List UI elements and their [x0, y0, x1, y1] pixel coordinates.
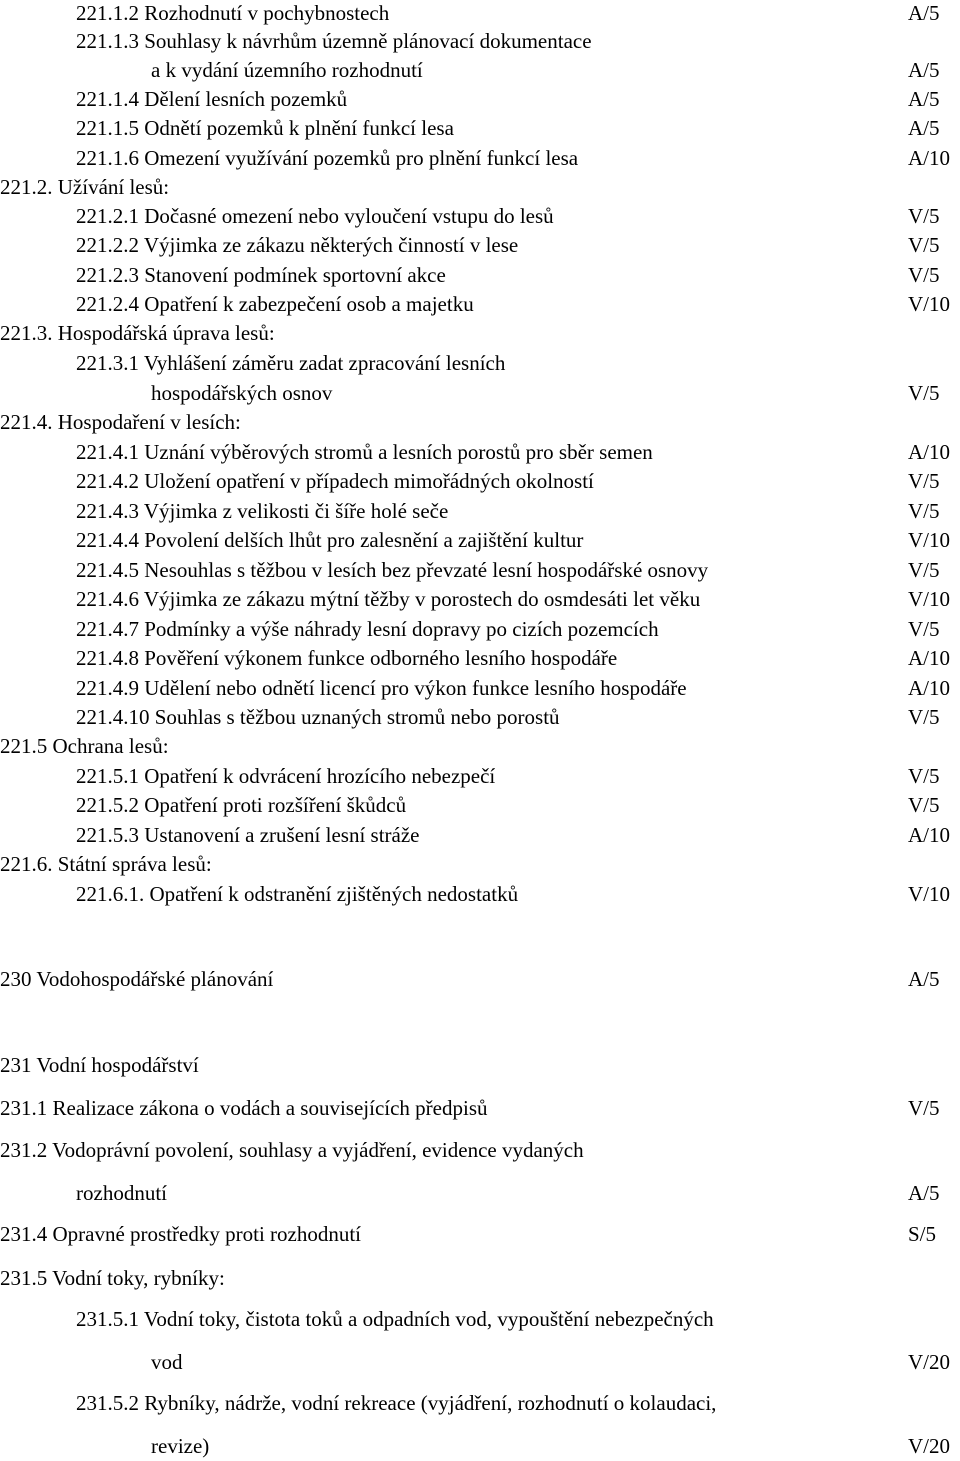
retention-code: V/5	[908, 263, 940, 287]
line-text: 221.4.1 Uznání výběrových stromů a lesních porostů pro sběr semen	[76, 440, 653, 464]
line-text: 221.1.4 Dělení lesních pozemků	[76, 87, 348, 111]
document-line	[0, 557, 960, 583]
line-text: 221.4.9 Udělení nebo odnětí licencí pro výkon funkce lesního hospodáře	[76, 676, 687, 700]
retention-code: V/5	[908, 469, 940, 493]
document-line	[0, 763, 960, 789]
line-text: 221.2.3 Stanovení podmínek sportovní akce	[76, 263, 446, 287]
document-line	[0, 28, 960, 54]
document-line	[0, 1433, 960, 1459]
document-line	[0, 291, 960, 317]
retention-code: A/5	[908, 967, 940, 991]
line-text: 221.4.7 Podmínky a výše náhrady lesní dopravy po cizích pozemcích	[76, 617, 659, 641]
retention-code: A/10	[908, 823, 950, 847]
document-line	[0, 645, 960, 671]
line-text: 221.4.2 Uložení opatření v případech mimořádných okolností	[76, 469, 594, 493]
retention-code: V/5	[908, 558, 940, 582]
document-line	[0, 320, 960, 346]
line-text: 231.5.2 Rybníky, nádrže, vodní rekreace (vyjádření, rozhodnutí o kolaudaci,	[76, 1391, 717, 1415]
retention-code: A/10	[908, 676, 950, 700]
retention-code: A/10	[908, 146, 950, 170]
line-text: 221.2. Užívání lesů:	[0, 175, 170, 199]
retention-code: A/5	[908, 58, 940, 82]
line-text: 221.5.1 Opatření k odvrácení hrozícího nebezpečí	[76, 764, 496, 788]
retention-code: V/10	[908, 587, 950, 611]
line-text: rozhodnutí	[76, 1181, 167, 1205]
document-line	[0, 468, 960, 494]
retention-code: V/10	[908, 882, 950, 906]
document-line	[0, 1221, 960, 1247]
document-line	[0, 616, 960, 642]
document-line	[0, 1349, 960, 1375]
retention-code: V/5	[908, 793, 940, 817]
retention-code: V/5	[908, 764, 940, 788]
retention-code: V/5	[908, 204, 940, 228]
retention-code: V/5	[908, 381, 940, 405]
line-text: 221.2.2 Výjimka ze zákazu některých činností v lese	[76, 233, 519, 257]
line-text: 221.4.8 Pověření výkonem funkce odborného lesního hospodáře	[76, 646, 618, 670]
document-line	[0, 145, 960, 171]
line-text: 231.2 Vodoprávní povolení, souhlasy a vyjádření, evidence vydaných	[0, 1138, 584, 1162]
document-line	[0, 675, 960, 701]
retention-code: A/10	[908, 646, 950, 670]
document-line	[0, 232, 960, 258]
document-line	[0, 851, 960, 877]
line-text: a k vydání územního rozhodnutí	[151, 58, 423, 82]
document-line	[0, 1265, 960, 1291]
document-line	[0, 1052, 960, 1078]
line-text: 221.5.2 Opatření proti rozšíření škůdců	[76, 793, 407, 817]
line-text: 221.4.6 Výjimka ze zákazu mýtní těžby v porostech do osmdesáti let věku	[76, 587, 701, 611]
retention-code: V/20	[908, 1350, 950, 1374]
document-line	[0, 1095, 960, 1121]
document-line	[0, 409, 960, 435]
line-text: revize)	[151, 1434, 210, 1458]
line-text: 221.3. Hospodářská úprava lesů:	[0, 321, 275, 345]
document-line	[0, 733, 960, 759]
retention-code: A/5	[908, 1181, 940, 1205]
retention-code: V/10	[908, 292, 950, 316]
retention-code: A/10	[908, 440, 950, 464]
line-text: 221.4.4 Povolení delších lhůt pro zalesnění a zajištění kultur	[76, 528, 584, 552]
document-line	[0, 586, 960, 612]
line-text: 221.1.6 Omezení využívání pozemků pro plnění funkcí lesa	[76, 146, 579, 170]
document-line	[0, 439, 960, 465]
line-text: 231 Vodní hospodářství	[0, 1053, 199, 1077]
line-text: 221.1.3 Souhlasy k návrhům územně plánovací dokumentace	[76, 29, 592, 53]
line-text: 221.1.2 Rozhodnutí v pochybnostech	[76, 1, 390, 25]
line-text: 221.2.4 Opatření k zabezpečení osob a majetku	[76, 292, 474, 316]
retention-code: S/5	[908, 1222, 937, 1246]
line-text: vod	[151, 1350, 183, 1374]
line-text: hospodářských osnov	[151, 381, 333, 405]
retention-code: A/5	[908, 116, 940, 140]
document-line	[0, 527, 960, 553]
line-text: 221.6.1. Opatření k odstranění zjištěných nedostatků	[76, 882, 519, 906]
line-text: 221.6. Státní správa lesů:	[0, 852, 212, 876]
line-text: 231.5.1 Vodní toky, čistota toků a odpadních vod, vypouštění nebezpečných	[76, 1307, 714, 1331]
document-line	[0, 1306, 960, 1332]
retention-code: V/20	[908, 1434, 950, 1458]
document-line	[0, 0, 960, 26]
document-line	[0, 203, 960, 229]
document-line	[0, 57, 960, 83]
line-text: 231.1 Realizace zákona o vodách a souvisejících předpisů	[0, 1096, 488, 1120]
retention-code: V/5	[908, 1096, 940, 1120]
retention-code: V/10	[908, 528, 950, 552]
line-text: 231.5 Vodní toky, rybníky:	[0, 1266, 225, 1290]
document-line	[0, 86, 960, 112]
document-line	[0, 1390, 960, 1416]
line-text: 221.5 Ochrana lesů:	[0, 734, 169, 758]
retention-code: A/5	[908, 87, 940, 111]
line-text: 221.4.5 Nesouhlas s těžbou v lesích bez převzaté lesní hospodářské osnovy	[76, 558, 709, 582]
retention-code: V/5	[908, 499, 940, 523]
document-line	[0, 115, 960, 141]
line-text: 230 Vodohospodářské plánování	[0, 967, 274, 991]
document-line	[0, 380, 960, 406]
document-line	[0, 498, 960, 524]
document-line	[0, 174, 960, 200]
retention-code: V/5	[908, 705, 940, 729]
document-line	[0, 262, 960, 288]
document-line	[0, 966, 960, 992]
retention-code: V/5	[908, 617, 940, 641]
retention-code: A/5	[908, 1, 940, 25]
line-text: 221.5.3 Ustanovení a zrušení lesní stráže	[76, 823, 420, 847]
document-line	[0, 704, 960, 730]
document-line	[0, 350, 960, 376]
document-line	[0, 822, 960, 848]
line-text: 221.1.5 Odnětí pozemků k plnění funkcí lesa	[76, 116, 454, 140]
line-text: 221.4.10 Souhlas s těžbou uznaných stromů nebo porostů	[76, 705, 560, 729]
line-text: 231.4 Opravné prostředky proti rozhodnutí	[0, 1222, 362, 1246]
line-text: 221.3.1 Vyhlášení záměru zadat zpracování lesních	[76, 351, 506, 375]
line-text: 221.2.1 Dočasné omezení nebo vyloučení vstupu do lesů	[76, 204, 554, 228]
retention-code: V/5	[908, 233, 940, 257]
document-line	[0, 1137, 960, 1163]
line-text: 221.4.3 Výjimka z velikosti či šíře holé seče	[76, 499, 449, 523]
document-line	[0, 1180, 960, 1206]
line-text: 221.4. Hospodaření v lesích:	[0, 410, 241, 434]
document-line	[0, 881, 960, 907]
document-line	[0, 792, 960, 818]
